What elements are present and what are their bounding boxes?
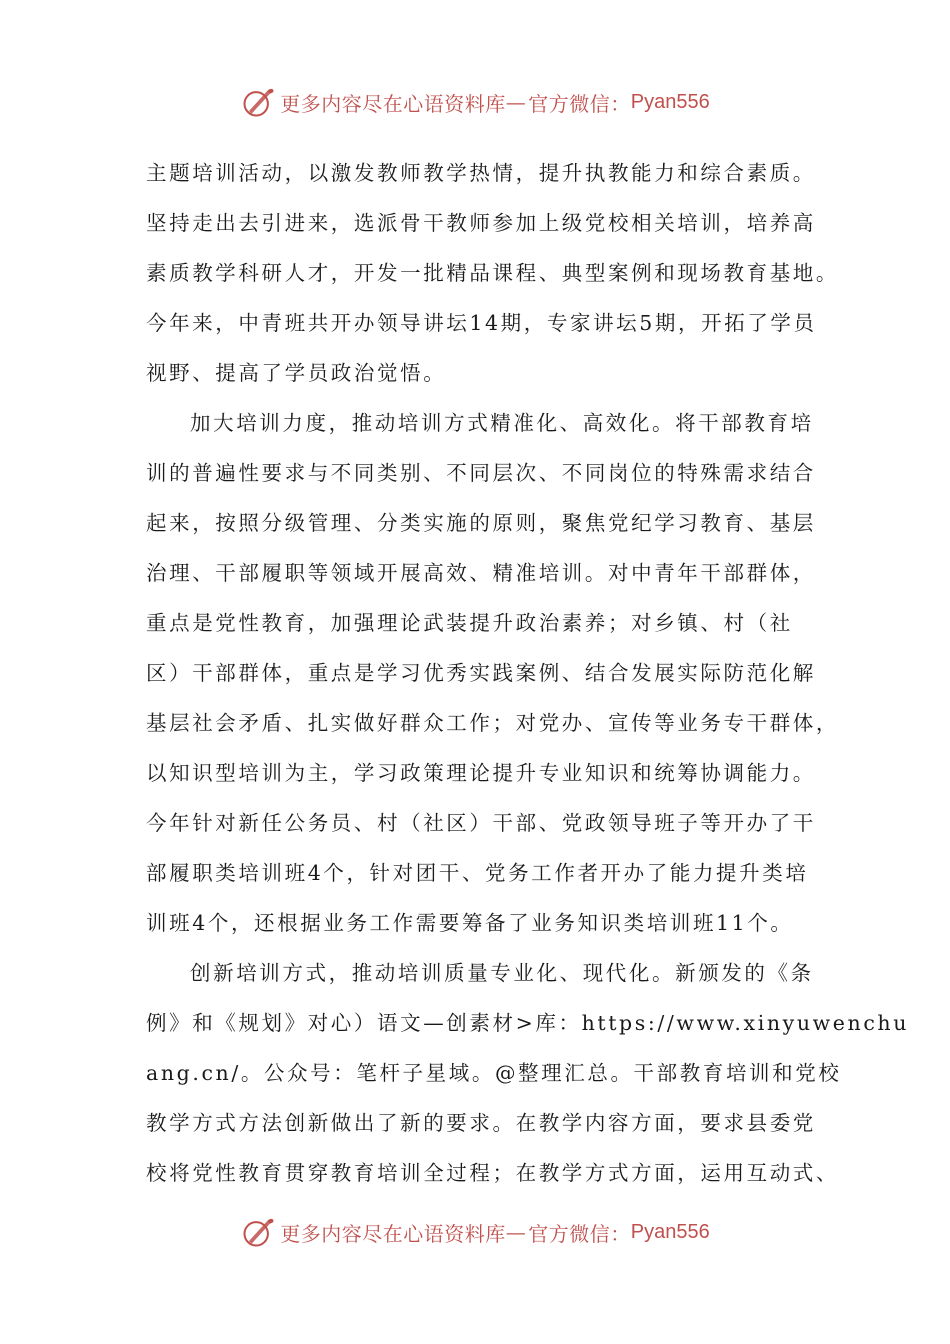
text-line: 重点是党性教育，加强理论武装提升政治素养；对乡镇、村（社 bbox=[146, 611, 793, 635]
text-line: 例》和《规划》对心）语文—创素材>库：https://www.xinyuwenchu bbox=[146, 1011, 910, 1035]
text-line: ang.cn/。公众号：笔杆子星域。@整理汇总。干部教育培训和党校 bbox=[146, 1061, 842, 1085]
text-line: 校将党性教育贯穿教育培训全过程；在教学方式方面，运用互动式、 bbox=[146, 1161, 839, 1185]
text-line: 主题培训活动，以激发教师教学热情，提升执教能力和综合素质。 bbox=[146, 161, 816, 185]
banner-dash: — bbox=[505, 90, 527, 114]
text-line: 素质教学科研人才，开发一批精品课程、典型案例和现场教育基地。 bbox=[146, 261, 839, 285]
text-line: 教学方式方法创新做出了新的要求。在教学内容方面，要求县委党 bbox=[146, 1111, 816, 1135]
text-line: 坚持走出去引进来，选派骨干教师参加上级党校相关培训，培养高 bbox=[146, 211, 816, 235]
text-line: 起来，按照分级管理、分类实施的原则，聚焦党纪学习教育、基层 bbox=[146, 511, 816, 535]
banner-wechat-label: 官方微信： bbox=[528, 91, 631, 116]
text-line: 训的普遍性要求与不同类别、不同层次、不同岗位的特殊需求结合 bbox=[146, 461, 816, 485]
text-line: 区）干部群体，重点是学习优秀实践案例、结合发展实际防范化解 bbox=[146, 661, 816, 685]
quill-logo-icon bbox=[240, 84, 276, 120]
paragraph-start-line: 创新培训方式，推动培训质量专业化、现代化。新颁发的《条 bbox=[190, 961, 814, 985]
quill-logo-icon bbox=[240, 1214, 276, 1250]
banner-wechat-label: 官方微信： bbox=[528, 1221, 631, 1246]
paragraph-start-line: 加大培训力度，推动培训方式精准化、高效化。将干部教育培 bbox=[190, 411, 814, 435]
text-line: 今年针对新任公务员、村（社区）干部、党政领导班子等开办了干 bbox=[146, 811, 816, 835]
text-line: 基层社会矛盾、扎实做好群众工作；对党办、宣传等业务专干群体， bbox=[146, 711, 839, 735]
text-line: 今年来，中青班共开办领导讲坛14期，专家讲坛5期，开拓了学员 bbox=[146, 311, 817, 335]
banner-wechat-id: Pyan556 bbox=[630, 1220, 710, 1243]
text-line: 视野、提高了学员政治觉悟。 bbox=[146, 361, 447, 385]
header-banner bbox=[0, 80, 950, 124]
banner-dash: — bbox=[505, 1220, 527, 1244]
document-body bbox=[146, 148, 910, 1198]
banner-wechat-id: Pyan556 bbox=[630, 90, 710, 113]
text-line: 治理、干部履职等领域开展高效、精准培训。对中青年干部群体， bbox=[146, 561, 816, 585]
footer-banner bbox=[0, 1210, 950, 1254]
banner-text: 更多内容尽在心语资料库 bbox=[280, 1221, 506, 1246]
text-line: 训班4个，还根据业务工作需要筹备了业务知识类培训班11个。 bbox=[146, 911, 794, 935]
text-line: 部履职类培训班4个，针对团干、党务工作者开办了能力提升类培 bbox=[146, 861, 809, 885]
banner-text: 更多内容尽在心语资料库 bbox=[280, 91, 506, 116]
text-line: 以知识型培训为主，学习政策理论提升专业知识和统筹协调能力。 bbox=[146, 761, 816, 785]
